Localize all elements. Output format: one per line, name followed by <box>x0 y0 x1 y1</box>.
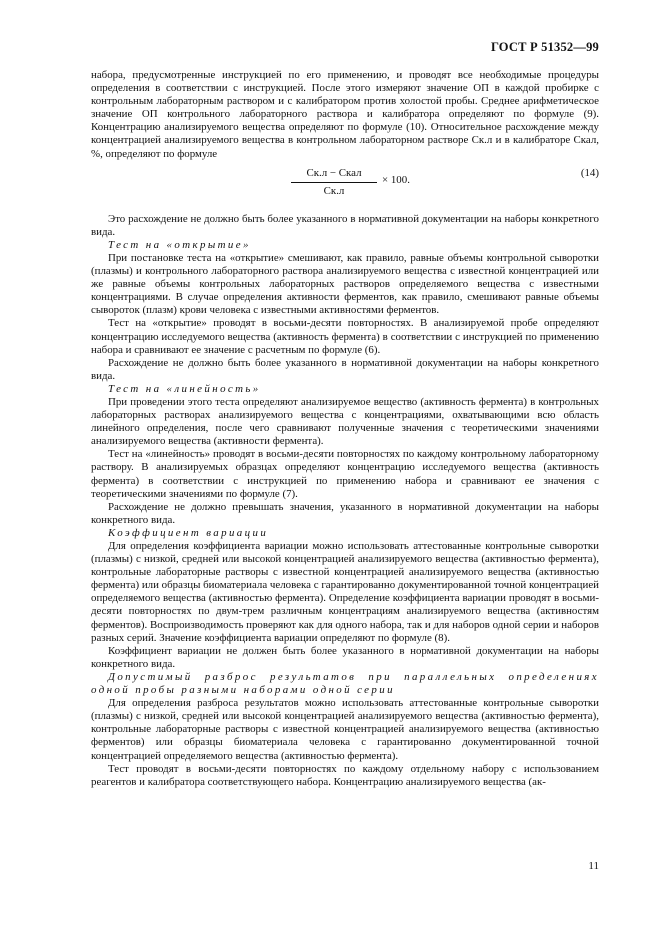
paragraph: набора, предусмотренные инструкцией по его применению, и проводят все необходимые процедуры определения в соответствии с инструкцией. После этого измеряют значение ОП в каждой пробирке с контрольным лабораторным раствором и с калибратором против холостой пробы. Среднее арифметическое значение ОП контрольного лабораторного раствора и калибратора определяют по формуле (9). Концентрацию анализируемого вещества определяют по формуле (10). Относительное расхождение между концентрацией анализируемого вещества в контрольном лабораторном растворе Cк.л и в калибраторе Cкал, %, определяют по формуле <box>91 69 599 160</box>
paragraph: Для определения коэффициента вариации можно использовать аттестованные контрольные сыворотки (плазмы) с низкой, средней или высокой концентрацией анализируемого вещества (активностью фермента), контрольные лабораторные растворы с известной концентрацией анализируемого вещества (активностью фермента) или образцы биоматериала человека с гарантированно документированной точной концентрацией определяемого вещества (активностью фермента). Определение коэффициента вариации проводят в восьми-десяти повторностях по двум-трем различным концентрациям анализируемого вещества (активностям ферментов). Воспроизводимость проверяют как для одного набора, так и для наборов одной серии и наборов разных серий. Значение коэффициента вариации определяют по формуле (8). <box>91 540 599 644</box>
formula-14 <box>91 165 599 205</box>
document-header: ГОСТ Р 51352—99 <box>490 40 599 54</box>
paragraph: Это расхождение не должно быть более указанного в нормативной документации на наборы конкретного вида. <box>91 212 599 238</box>
paragraph: Тест на «линейность» проводят в восьми-десяти повторностях по каждому контрольному лабораторному раствору. В анализируемых образцах определяют концентрацию исследуемого вещества (активность фермента) в соответствии с инструкцией по применению набора и сравнивают ее значения с теоретическими значениями по формуле (7). <box>91 448 599 500</box>
paragraph: При проведении этого теста определяют анализируемое вещество (активность фермента) в контрольных лабораторных растворах анализируемого вещества с концентрациями, охватывающими всю область линейного определения, после чего сравнивают полученные значения с теоретическими значениями анализируемого вещества (активности фермента). <box>91 395 599 448</box>
paragraph: Коэффициент вариации не должен быть более указанного в нормативной документации на наборы конкретного вида. <box>91 644 599 670</box>
section-heading-variation-coefficient: Коэффициент вариации <box>108 526 269 539</box>
paragraph: Для определения разброса результатов можно использовать аттестованные контрольные сыворотки (плазмы) с низкой, средней или высокой концентрацией анализируемого вещества (активностью фермента), контрольные лабораторные растворы с известной концентрацией анализируемого вещества (активностью ферментов) или образцы биоматериала человека с гарантированно документированной точной концентрацией определяемого вещества (активностью фермента). <box>91 697 599 762</box>
paragraph: Расхождение не должно превышать значения, указанного в нормативной документации на наборы конкретного вида. <box>91 500 599 526</box>
formula-numerator: Cк.л − Cкал <box>291 167 377 183</box>
paragraph: Тест проводят в восьми-десяти повторностях по каждому отдельному набору с использованием реагентов и калибратора соответствующего набора. Концентрацию анализируемого вещества (ак- <box>91 762 599 788</box>
paragraph: При постановке теста на «открытие» смешивают, как правило, равные объемы контрольной сыворотки (плазмы) и контрольного лабораторного раствора анализируемого вещества с известной концентрацией или же равные объемы контрольных лабораторных растворов определяемого вещества с известными концентрациями. В случае определения активности ферментов, как правило, смешивают равные объемы сывороток (плазм) крови человека с известными активностями ферментов. <box>91 251 599 317</box>
paragraph: Тест на «открытие» проводят в восьми-десяти повторностях. В анализируемой пробе определяют концентрацию исследуемого вещества (активность фермента) в соответствии с инструкцией по применению набора и сравнивают ее значение с расчетным по формуле (6). <box>91 317 599 356</box>
section-heading-open-test: Тест на «открытие» <box>108 238 251 251</box>
formula-number: (14) <box>580 166 599 179</box>
formula-denominator: Cк.л <box>323 184 345 197</box>
document-body <box>91 69 599 789</box>
section-heading-result-spread: Допустимый разброс результатов при параллельных определениях одной пробы разными наборами одной серии <box>91 670 599 697</box>
formula-multiplier: × 100. <box>382 173 410 186</box>
section-heading-linearity-test: Тест на «линейность» <box>108 382 261 395</box>
page-number: 11 <box>588 860 599 872</box>
paragraph: Расхождение не должно быть более указанного в нормативной документации на наборы конкретного вида. <box>91 356 599 382</box>
formula-fraction <box>291 167 377 198</box>
